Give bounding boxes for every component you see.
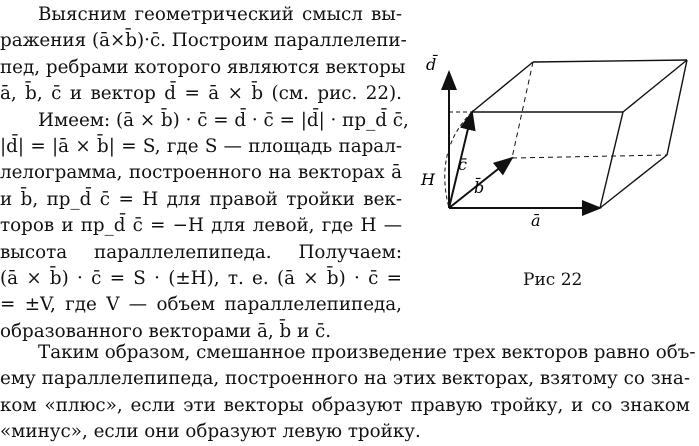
- text-line: Имеем: (ā × b̄) · c̄ = d̄ · c̄ = |d̄| · пр_d̄ c̄,: [38, 109, 409, 131]
- text-line: Таким образом, смешанное произведение трех векторов равно объ-: [38, 342, 696, 363]
- parallelepiped-figure: [412, 50, 697, 280]
- figure-caption: Рис 22: [523, 270, 583, 290]
- text-line: и b̄, пр_d̄ c̄ = H для правой тройки век-: [0, 188, 402, 210]
- text-line: образованного векторами ā, b̄ и c̄.: [0, 320, 332, 342]
- label-d: d̄: [426, 55, 437, 74]
- text-line: ā, b̄, c̄ и вектор d̄ = ā × b̄ (см. рис. 22).: [0, 83, 402, 105]
- label-c: c̄: [458, 155, 467, 174]
- label-b: b̄: [474, 178, 485, 197]
- edge: [600, 155, 667, 208]
- text-line: ком «плюс», если эти векторы образуют правую тройку, и со знаком: [0, 394, 690, 416]
- text-line: пед, ребрами которого являются векторы: [0, 56, 406, 78]
- text-line: лелограмма, построенного на векторах ā: [0, 162, 402, 184]
- label-H: H: [421, 170, 435, 189]
- text-line: ражения (ā×b̄)·c̄. Построим параллелепи-: [0, 30, 407, 52]
- text-line: ему параллелепипеда, построенного на этих векторах, взятому со зна-: [0, 368, 690, 390]
- text-line: торов и пр_d̄ c̄ = −H для левой, где H —: [0, 215, 402, 237]
- text-line: Выясним геометрический смысл вы-: [38, 4, 402, 25]
- edge: [600, 112, 623, 208]
- edge: [533, 60, 687, 62]
- text-line: высота параллелепипеда. Получаем:: [0, 241, 402, 263]
- text-line: (ā × b̄) · c̄ = S · (±H), т. е. (ā × b̄) · c̄ =: [0, 268, 402, 290]
- text-line: = ±V, где V — объем параллелепипеда,: [0, 294, 402, 316]
- edge-hidden: [512, 155, 667, 158]
- figure-svg: [412, 50, 697, 280]
- label-a: ā: [531, 211, 541, 230]
- conclusion-paragraph: [0, 340, 696, 446]
- text-line: |d̄| = |ā × b̄| = S, где S — площадь парал-: [0, 136, 402, 158]
- edge: [472, 62, 533, 112]
- text-line: «минус», если они образуют левую тройку.: [0, 421, 421, 443]
- paragraph-column: [0, 2, 409, 345]
